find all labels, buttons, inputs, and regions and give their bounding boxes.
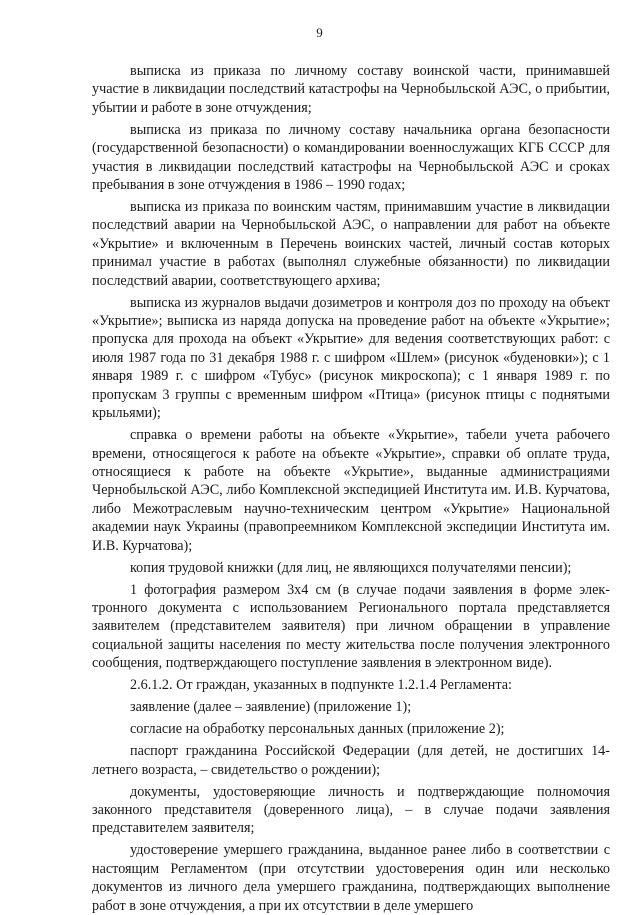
paragraph-representative-documents: документы, удостоверяющие личность и подтверждающие полномочия законного представителя (доверенного лица), – в случае подачи заявления представителем заявителя; — [92, 783, 610, 837]
page-number: 9 — [316, 25, 323, 40]
paragraph-application: заявление (далее – заявление) (приложение 1); — [130, 699, 412, 716]
paragraph-extract-military-units-ukrytie: выписка из приказа по воинским частям, принимавшим участие в ликвидации последствий аварии на Чернобыльской АЭС, о направлении для работ на объекте «Укрытие» и включенным в Перечень воинских частей, личный состав которых принимал участие в работах (выполнял служебные обязанности) по ликвидации последствий аварии, соответствующего архива; — [92, 199, 610, 289]
paragraph-photo: 1 фотография размером 3х4 см (в случае подачи заявления в форме электронного документа с использованием Регионального портала представляется заявителем (представителем заявителя) при личном обращении в управление социальной защиты населения по месту жительства после получения электронного сообщения, подтверждающего поступление заявления в электронном виде). — [92, 581, 610, 672]
paragraph-consent: согласие на обработку персональных данных (приложение 2); — [130, 721, 505, 738]
paragraph-passport: паспорт гражданина Российской Федерации (для детей, не достигших 14-летнего возраста, – свидетельство о рождении); — [92, 743, 610, 778]
paragraph-extract-military-unit: выписка из приказа по личному составу воинской части, принимавшей участие в ликвидации последствий катастрофы на Чернобыльской АЭС, о прибытии, убытии и работе в зоне отчуждения; — [92, 63, 610, 116]
document-body — [92, 62, 610, 915]
paragraph-section-2-6-1-2: 2.6.1.2. От граждан, указанных в подпункте 1.2.1.4 Регламента: — [130, 677, 512, 694]
paragraph-deceased-certificate: удостоверение умершего гражданина, выданное ранее либо в соответствии с настоящим Регламентом (при отсутствии удостоверения один или несколько документов из личного дела умершего гражданина, подтверждающих выполнение работ в зоне отчуждения, а при их отсутствии в деле умершего — [92, 842, 610, 914]
paragraph-work-time-certificate: справка о времени работы на объекте «Укрытие», табели учета рабочего времени, относящегося к работе на объекте «Укрытие», справки об оплате труда, относящиеся к работе на объекте «Укрытие», выданные администрациями Чернобыльской АЭС, либо Комплексной экспедицией Института им. И.В. Курчатова, либо Межотраслевым научно-техническим центром «Укрытие» Национальной академии наук Украины (правопреемником Комплексной экспедиции Института им. И.В. Курчатова); — [92, 427, 610, 554]
paragraph-dosimeter-journals: выписка из журналов выдачи дозиметров и контроля доз по проходу на объект «Укрытие»; выписка из наряда допуска на проведение работ на объекте «Укрытие»; пропуска для прохода на объект «Укрытие» для ведения соответствующих работ: с июля 1987 года по 31 декабря 1988 г. с шифром «Шлем» (рисунок «буденовки»); с 1 января 1989 г. с шифром «Тубус» (рисунок микроскопа); с 1 января 1989 г. по пропускам 3 группы с временным шифром «Птица» (рисунок птицы с поднятыми крыльями); — [92, 294, 610, 422]
paragraph-extract-kgb: выписка из приказа по личному составу начальника органа безопасности (государственной безопасности) о командировании военнослужащих КГБ СССР для участия в ликвидации последствий катастрофы на Чернобыльской АЭС и сроках пребывания в зоне отчуждения в 1986 – 1990 годах; — [92, 121, 610, 194]
paragraph-employment-record: копия трудовой книжки (для лиц, не являющихся получателями пенсии); — [130, 559, 572, 576]
